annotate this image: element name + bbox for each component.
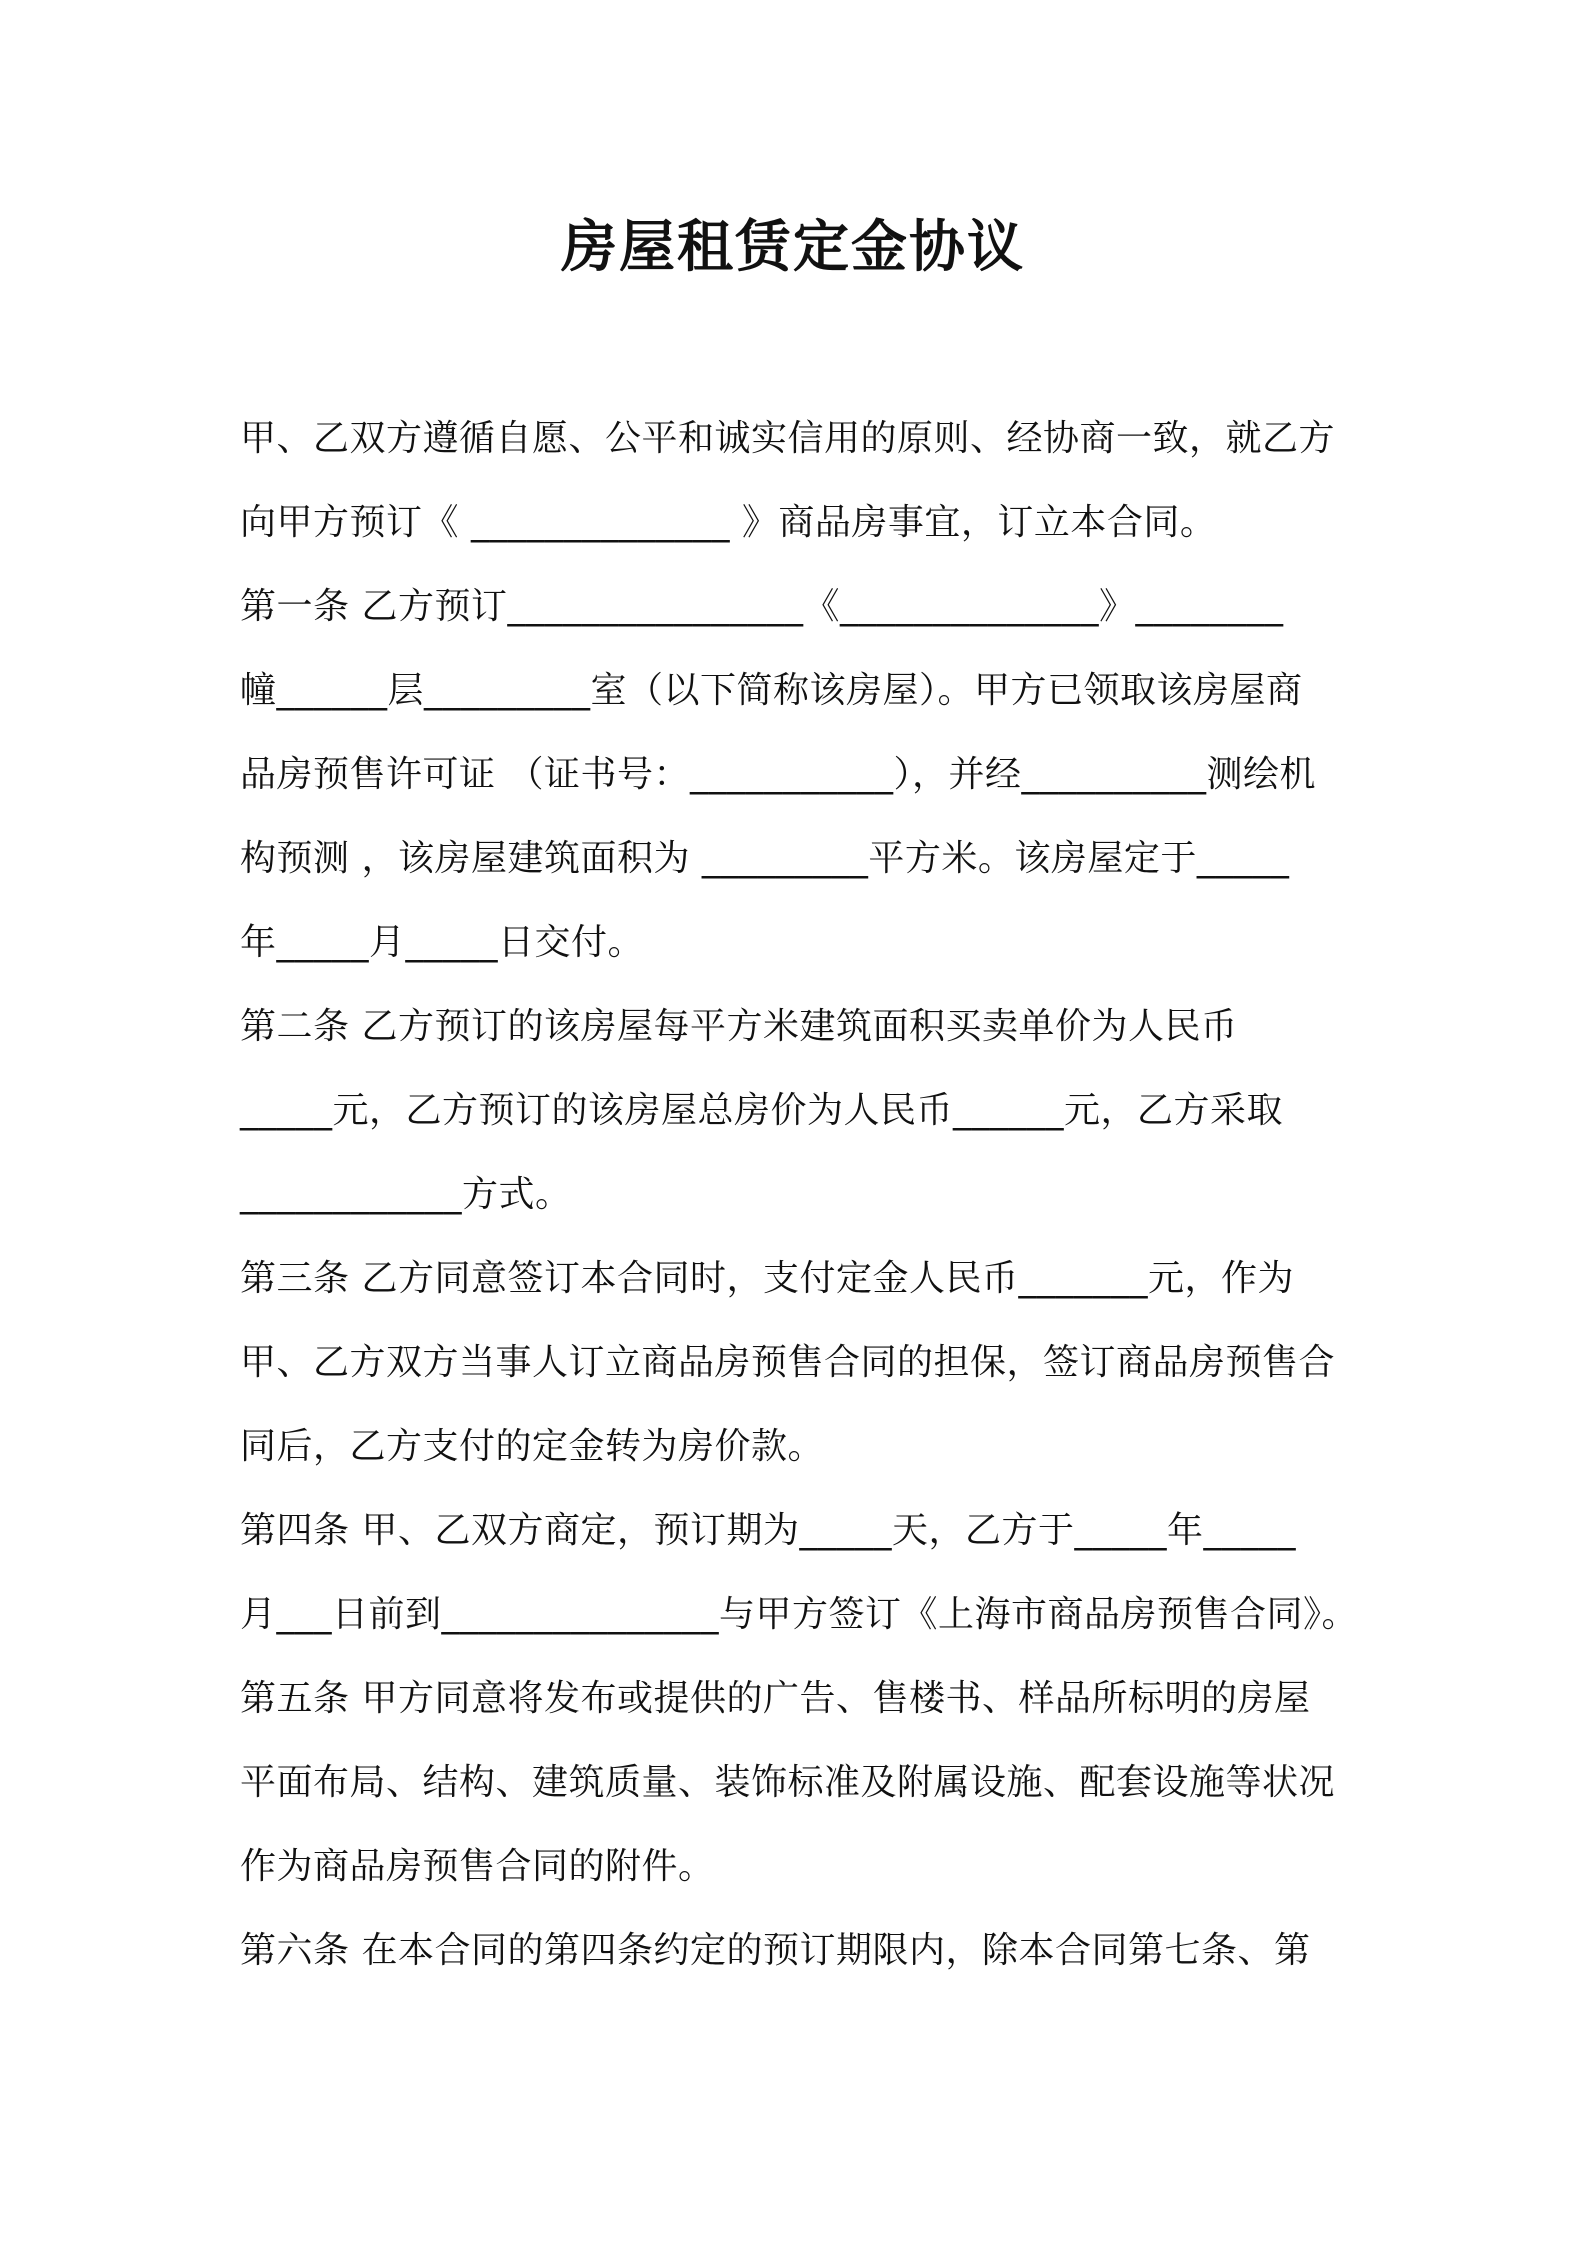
body-line: 同后，乙方支付的定金转为房价款。	[240, 1426, 825, 1467]
body-line: ____________方式。	[240, 1174, 572, 1215]
body-line: _____元，乙方预订的该房屋总房价为人民币______元，乙方采取	[240, 1090, 1284, 1131]
body-line: 第四条 甲、乙双方商定，预订期为_____天，乙方于_____年_____	[240, 1510, 1296, 1551]
body-line: 幢______层_________室（以下简称该房屋）。甲方已领取该房屋商	[240, 670, 1303, 711]
body-line: 月___日前到_______________与甲方签订《上海市商品房预售合同》。	[240, 1594, 1359, 1635]
body-line: 甲、乙双方遵循自愿、公平和诚实信用的原则、经协商一致，就乙方	[240, 418, 1336, 459]
body-line: 甲、乙方双方当事人订立商品房预售合同的担保，签订商品房预售合	[240, 1342, 1336, 1383]
body-line: 第二条 乙方预订的该房屋每平方米建筑面积买卖单价为人民币	[240, 1006, 1238, 1047]
body-line: 第三条 乙方同意签订本合同时，支付定金人民币_______元，作为	[240, 1258, 1294, 1299]
document-title: 房屋租赁定金协议	[561, 215, 1025, 280]
body-line: 第六条 在本合同的第四条约定的预订期限内，除本合同第七条、第	[240, 1930, 1311, 1971]
body-line: 平面布局、结构、建筑质量、装饰标准及附属设施、配套设施等状况	[240, 1762, 1336, 1803]
body-line: 作为商品房预售合同的附件。	[240, 1846, 715, 1887]
body-line: 向甲方预订《 ______________ 》商品房事宜，订立本合同。	[240, 502, 1217, 543]
body-line: 品房预售许可证 （证书号：___________），并经__________测绘机	[240, 754, 1316, 795]
body-line: 第一条 乙方预订________________《______________》________	[240, 586, 1284, 627]
body-line: 第五条 甲方同意将发布或提供的广告、售楼书、样品所标明的房屋	[240, 1678, 1311, 1719]
body-line: 年_____月_____日交付。	[240, 922, 645, 963]
body-line: 构预测 ，该房屋建筑面积为 _________平方米。该房屋定于_____	[240, 838, 1290, 879]
